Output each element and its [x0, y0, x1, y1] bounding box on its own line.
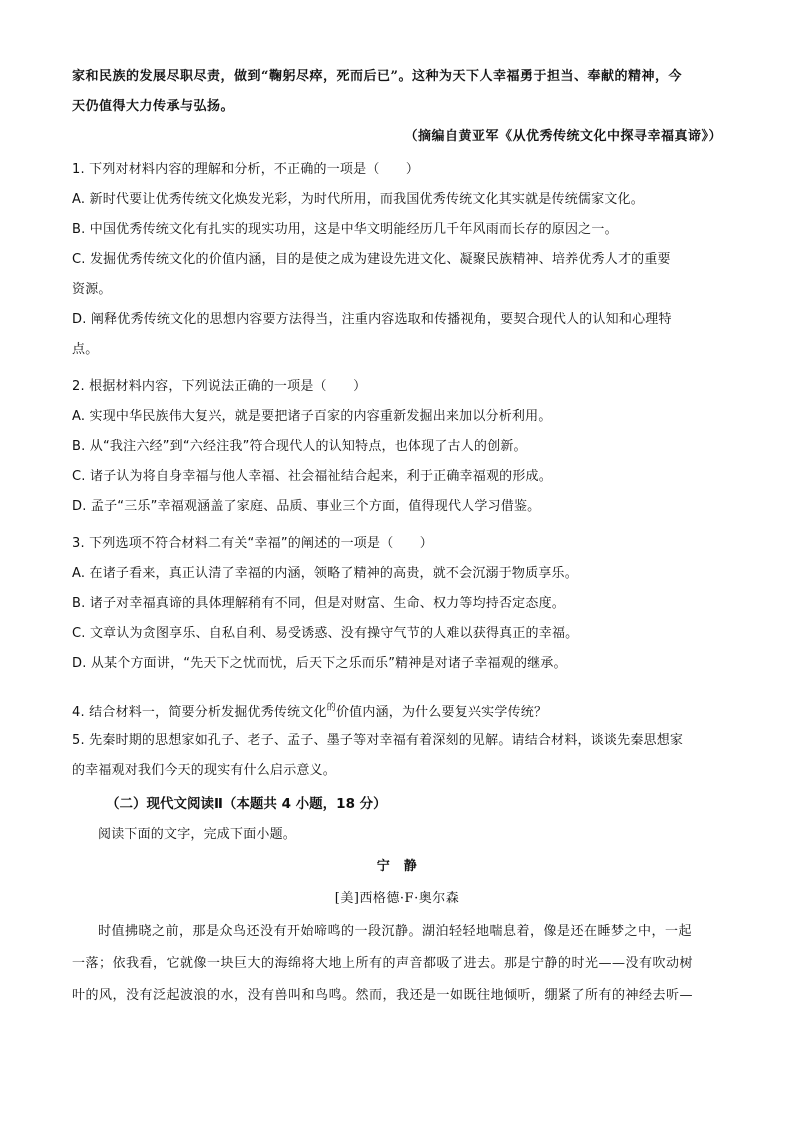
question-stem-cont: 的幸福观对我们今天的现实有什么启示意义。 — [72, 763, 337, 778]
question-stem: 3. 下列选项不符合材料二有关“幸福”的阐述的一项是（ ） — [72, 536, 434, 551]
passage-line: 家和民族的发展尽职尽责，做到“鞠躬尽瘁，死而后已”。这种为天下人幸福勇于担当、奉献的精神，今 — [72, 69, 682, 84]
option-a: A. 在诸子看来，真正认清了幸福的内涵，领略了精神的高贵，就不会沉溺于物质享乐。 — [72, 566, 578, 581]
option-b: B. 诸子对幸福真谛的具体理解稍有不同，但是对财富、生命、权力等均持否定态度。 — [72, 596, 565, 611]
question-stem: 2. 根据材料内容，下列说法正确的一项是（ ） — [72, 379, 367, 394]
option-d-cont: 点。 — [72, 342, 99, 357]
question-stem: 1. 下列对材料内容的理解和分析，不正确的一项是（ ） — [72, 162, 420, 177]
option-d: D. 阐释优秀传统文化的思想内容要方法得当，注重内容选取和传播视角，要契合现代人的认知和心理特 — [72, 312, 672, 327]
section-heading: （二）现代文阅读Ⅱ（本题共 4 小题，18 分） — [106, 796, 387, 812]
option-c: C. 发掘优秀传统文化的价值内涵，目的是使之成为建设先进文化、凝聚民族精神、培养优秀人才的重要 — [72, 252, 671, 267]
article-line: 叶的风，没有泛起波浪的水，没有兽叫和鸟鸣。然而，我还是一如既往地倾听，绷紧了所有的神经去听— — [72, 988, 694, 1003]
article-line: 时值拂晓之前，那是众鸟还没有开始啼鸣的一段沉静。湖泊轻轻地喘息着，像是还在睡梦之中，一起 — [98, 924, 693, 939]
section-instruction: 阅读下面的文字，完成下面小题。 — [98, 827, 297, 842]
option-c-cont: 资源。 — [72, 282, 112, 297]
option-c: C. 文章认为贪图享乐、自私自利、易受诱惑、没有操守气节的人难以获得真正的幸福。 — [72, 626, 579, 641]
question-5 — [72, 726, 722, 786]
question-3 — [72, 529, 722, 679]
question-1 — [72, 155, 722, 365]
option-b: B. 从“我注六经”到“六经注我”符合现代人的认知特点，也体现了古人的创新。 — [72, 439, 527, 454]
question-4: 4. 结合材料一，简要分析发掘优秀传统文化$^的$价值内涵，为什么要复兴实学传统？ — [72, 703, 548, 720]
option-a: A. 实现中华民族伟大复兴，就是要把诸子百家的内容重新发掘出来加以分析利用。 — [72, 409, 552, 424]
option-a: A. 新时代要让优秀传统文化焕发光彩，为时代所用，而我国优秀传统文化其实就是传统儒家文化。 — [72, 192, 644, 207]
option-d: D. 从某个方面讲，“先天下之忧而忧，后天下之乐而乐”精神是对诸子幸福观的继承。 — [72, 656, 567, 671]
option-c: C. 诸子认为将自身幸福与他人幸福、社会福祉结合起来，利于正确幸福观的形成。 — [72, 469, 552, 484]
article-author: [美]西格德·F·奥尔森 — [334, 891, 460, 906]
question-2 — [72, 372, 722, 522]
article-title: 宁 静 — [376, 859, 418, 874]
question-stem: 5. 先秦时期的思想家如孔子、老子、孟子、墨子等对幸福有着深刻的见解。请结合材料，谈谈先秦思想家 — [72, 733, 684, 748]
passage-continuation — [72, 62, 722, 122]
passage-source: （摘编自黄亚军《从优秀传统文化中探寻幸福真谛》） — [404, 129, 722, 144]
article-line: 一落；依我看，它就像一块巨大的海绵将大地上所有的声音都吸了进去。那是宁静的时光——没有吹动树 — [72, 956, 694, 971]
option-d: D. 孟子“三乐”幸福观涵盖了家庭、品质、事业三个方面，值得现代人学习借鉴。 — [72, 499, 541, 514]
option-b: B. 中国优秀传统文化有扎实的现实功用，这是中华文明能经历几千年风雨而长存的原因之一。 — [72, 222, 618, 237]
article-body — [72, 916, 722, 1012]
passage-line: 天仍值得大力传承与弘扬。 — [72, 99, 235, 114]
